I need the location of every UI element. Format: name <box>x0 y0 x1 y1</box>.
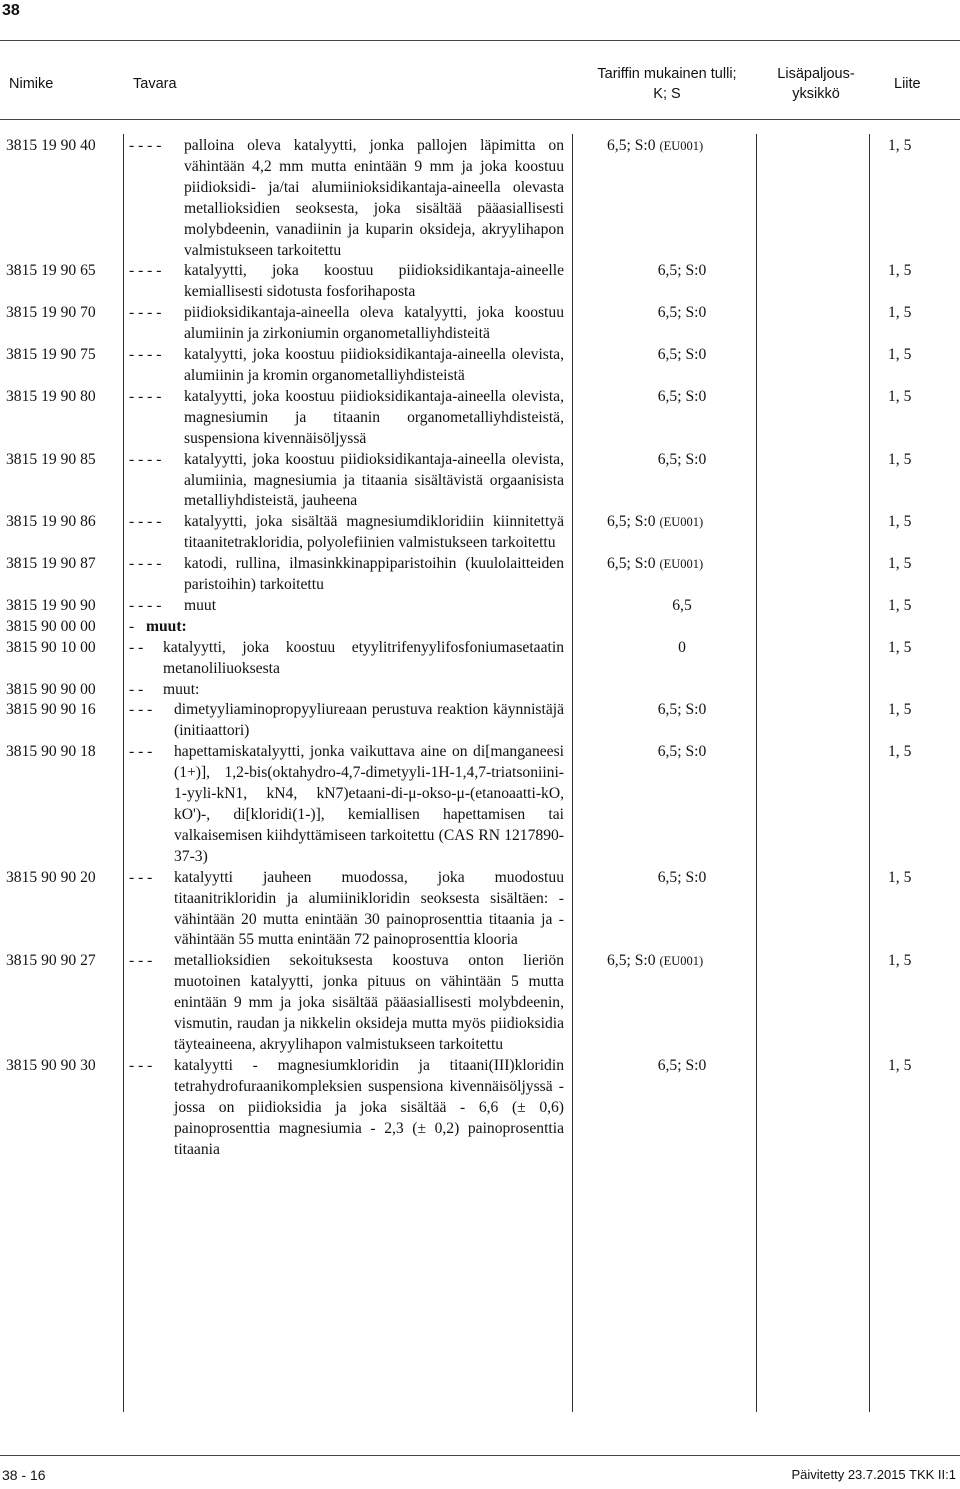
duty-rate <box>612 261 752 282</box>
table-row <box>0 700 960 742</box>
duty-rate <box>612 345 752 366</box>
duty-note: (EU001) <box>659 139 704 153</box>
duty-value: 6,5; S:0 <box>607 555 656 573</box>
goods-description: palloina oleva katalyytti, jonka pallojen läpimitta on vähintään 4,2 mm mutta enintään 9 mm ja joka koostuu piidioksidi- ja/tai alumiinioksidikantaja-aineella olevasta metallioksidien seoksesta, joka sisältää pääasiallisesti molybdeenin, vanadiinin ja kuparin oksideja, akryylihapon valmistukseen tarkoitettu <box>184 137 564 259</box>
duty-value: 6,5; S:0 <box>607 137 656 154</box>
liite-value: 1, 5 <box>888 346 912 364</box>
goods-description: hapettamiskatalyytti, jonka vaikuttava aine on di[manganeesi (1+)], 1,2-bis(oktahydro-4,7-dimetyyli-1H-1,4,7-triatsoniini-1-yyli-kN1, kN4, kN7)etaani-di-μ-okso-μ-(etanoaatti-kO, kO')-, di[kloridi(1-)], kemiallisen hapettamisen tai valkaisemisen kiihdyttämiseen tarkoitettu (CAS RN 1217890-37-3) <box>174 743 564 865</box>
table-row <box>0 742 960 867</box>
level-dashes: - - - - <box>129 450 162 468</box>
table-row <box>0 387 960 450</box>
table-row <box>0 638 960 680</box>
level-dashes: - - - - <box>129 304 162 322</box>
tariff-table-body <box>0 136 960 1160</box>
liite-value: 1, 5 <box>888 596 912 614</box>
level-dashes: - - <box>129 638 144 656</box>
footer-updated: Päivitetty 23.7.2015 TKK II:1 <box>791 1467 956 1482</box>
tariff-code: 3815 90 90 18 <box>6 743 96 761</box>
goods-description: katalyytti, joka koostuu piidioksidikantaja-aineella olevista, alumiinin ja kromin organometalliyhdisteistä <box>184 346 564 384</box>
table-row <box>0 345 960 387</box>
tariff-code: 3815 90 10 00 <box>6 638 96 656</box>
liite-value: 1, 5 <box>888 743 912 761</box>
header-lisa-line1: Lisäpaljous- <box>777 66 855 82</box>
duty-note: (EU001) <box>659 515 704 530</box>
level-dashes: - - - - <box>129 262 162 280</box>
tariff-code: 3815 19 90 70 <box>6 304 96 322</box>
liite-value: 1, 5 <box>888 638 912 656</box>
liite-value: 1, 5 <box>888 701 912 719</box>
duty-rate <box>612 742 752 763</box>
tariff-code: 3815 90 90 16 <box>6 701 96 719</box>
duty-rate <box>612 868 752 889</box>
goods-description: katodi, rullina, ilmasinkkinappiparistoihin (kuulolaitteiden paristoihin) tarkoitettu <box>184 555 564 594</box>
duty-value: 6,5; S:0 <box>657 346 707 364</box>
header-tulli-line1: Tariffin mukainen tulli; <box>597 66 737 82</box>
table-row <box>0 617 960 638</box>
table-row <box>0 1056 960 1161</box>
header-tulli <box>594 64 740 104</box>
table-row <box>0 596 960 617</box>
duty-rate <box>612 1056 752 1077</box>
duty-value: 6,5; S:0 <box>657 1056 707 1074</box>
duty-rate <box>607 512 767 533</box>
liite-value: 1, 5 <box>888 304 912 322</box>
tariff-code: 3815 90 90 20 <box>6 868 96 886</box>
duty-value: 6,5; S:0 <box>607 513 656 531</box>
duty-value: 6,5; S:0 <box>657 262 707 280</box>
level-dashes: - - - - <box>129 596 162 614</box>
level-dashes: - - - <box>129 952 153 970</box>
level-dashes: - - - - <box>129 387 162 405</box>
level-dashes: - - - - <box>129 137 162 154</box>
footer-page-ref: 38 - 16 <box>2 1467 46 1483</box>
duty-value: 6,5; S:0 <box>657 868 707 886</box>
duty-rate <box>612 596 752 617</box>
tariff-code: 3815 90 90 30 <box>6 1056 96 1074</box>
table-row <box>0 512 960 554</box>
level-dashes: - - - <box>129 868 153 886</box>
duty-value: 6,5; S:0 <box>657 701 707 719</box>
header-lisa-line2: yksikkö <box>792 86 840 102</box>
duty-rate <box>612 638 752 659</box>
level-dashes: - - - - <box>129 346 162 364</box>
level-dashes: - <box>129 617 135 635</box>
tariff-code: 3815 19 90 40 <box>6 137 96 154</box>
duty-value: 6,5 <box>672 596 692 614</box>
header-tulli-line2: K; S <box>653 86 681 102</box>
header-liite: Liite <box>894 76 921 92</box>
liite-value: 1, 5 <box>888 513 912 531</box>
duty-rate <box>612 387 752 408</box>
tariff-code: 3815 19 90 87 <box>6 555 96 573</box>
goods-description: muut: <box>146 617 187 635</box>
tariff-code: 3815 19 90 86 <box>6 513 96 531</box>
level-dashes: - - - - <box>129 555 162 573</box>
table-row <box>0 951 960 1056</box>
table-row <box>0 868 960 952</box>
goods-description: muut <box>184 596 217 614</box>
liite-value: 1, 5 <box>888 387 912 405</box>
table-row <box>0 136 960 261</box>
duty-rate <box>612 303 752 324</box>
table-row <box>0 554 960 596</box>
tariff-code: 3815 90 00 00 <box>6 617 96 635</box>
footer-rule <box>0 1455 960 1456</box>
goods-description: katalyytti, joka koostuu piidioksidikantaja-aineella olevista, alumiinia, magnesiumia ja titaania sisältävistä orgaanisista metalliyhdisteistä, jauheena <box>184 450 564 510</box>
tariff-code: 3815 19 90 65 <box>6 262 96 280</box>
duty-value: 0 <box>678 638 686 656</box>
duty-rate <box>607 136 767 157</box>
duty-rate <box>607 951 767 972</box>
duty-note: (EU001) <box>659 557 704 572</box>
page-number: 38 <box>2 2 20 19</box>
duty-rate <box>612 700 752 721</box>
header-nimike: Nimike <box>9 76 54 92</box>
duty-value: 6,5; S:0 <box>657 304 707 322</box>
top-rule <box>0 40 960 41</box>
goods-description: katalyytti - magnesiumkloridin ja titaani(III)kloridin tetrahydrofuraanikompleksien suspensiona kivennäisöljyssä - jossa on piidioksidia ja joka sisältää - 6,6 (± 0,6) painoprosenttia magnesiumia - 2,3 (± 0,2) painoprosenttia titaania <box>174 1056 564 1158</box>
goods-description: dimetyyliaminopropyyliureaan perustuva reaktion käynnistäjä (initiaattori) <box>174 701 564 740</box>
table-row <box>0 680 960 701</box>
duty-rate <box>612 450 752 471</box>
liite-value: 1, 5 <box>888 555 912 573</box>
goods-description: katalyytti, joka koostuu piidioksidikantaja-aineelle kemiallisesti sidotusta fosforihaposta <box>184 262 564 301</box>
duty-note: (EU001) <box>659 954 704 969</box>
liite-value: 1, 5 <box>888 1056 912 1074</box>
liite-value: 1, 5 <box>888 952 912 970</box>
liite-value: 1, 5 <box>888 262 912 280</box>
liite-value: 1, 5 <box>888 137 912 154</box>
tariff-code: 3815 90 90 00 <box>6 680 96 698</box>
goods-description: katalyytti, joka koostuu piidioksidikantaja-aineella olevista, magnesiumin ja titaanin organometalliyhdisteistä, suspensiona kivennäisöljyssä <box>184 387 564 447</box>
goods-description: piidioksidikantaja-aineella oleva katalyytti, joka koostuu alumiinin ja zirkoniumin organometalliyhdisteitä <box>184 304 564 343</box>
table-row <box>0 261 960 303</box>
goods-description: katalyytti, joka koostuu etyylitrifenyylifosfoniumasetaatin metanoliliuoksesta <box>163 638 564 677</box>
duty-value: 6,5; S:0 <box>657 387 707 405</box>
table-row <box>0 303 960 345</box>
tariff-code: 3815 19 90 85 <box>6 450 96 468</box>
table-header <box>0 64 960 106</box>
header-rule <box>0 119 960 120</box>
goods-description: katalyytti, joka sisältää magnesiumdikloridiin kiinnitettyä titaanitetrakloridia, polyolefiinien valmistukseen tarkoitettu <box>184 513 564 552</box>
liite-value: 1, 5 <box>888 868 912 886</box>
tariff-code: 3815 90 90 27 <box>6 952 96 970</box>
goods-description: muut: <box>163 680 200 698</box>
header-tavara: Tavara <box>133 76 177 92</box>
level-dashes: - - - <box>129 701 153 719</box>
level-dashes: - - - - <box>129 513 162 531</box>
tariff-code: 3815 19 90 75 <box>6 346 96 364</box>
level-dashes: - - <box>129 680 144 698</box>
liite-value: 1, 5 <box>888 450 912 468</box>
level-dashes: - - - <box>129 743 153 761</box>
duty-value: 6,5; S:0 <box>607 952 656 970</box>
header-lisa <box>774 64 858 104</box>
tariff-code: 3815 19 90 90 <box>6 596 96 614</box>
level-dashes: - - - <box>129 1056 153 1074</box>
duty-value: 6,5; S:0 <box>657 743 707 761</box>
duty-value: 6,5; S:0 <box>657 450 707 468</box>
table-row <box>0 450 960 513</box>
duty-rate <box>607 554 767 575</box>
goods-description: metallioksidien sekoituksesta koostuva onton lieriön muotoinen katalyytti, jonka pituus on vähintään 5 mutta enintään 9 mm ja joka sisältää pääasiallisesti molybdeenin, vismutin, raudan ja nikkelin oksideja mutta myös piidioksidia täyteaineena, akryylihapon valmistukseen tarkoitettu <box>174 952 564 1053</box>
tariff-code: 3815 19 90 80 <box>6 387 96 405</box>
goods-description: katalyytti jauheen muodossa, joka muodostuu titaanitrikloridin ja alumiinikloridin seoksesta sisältäen: - vähintään 20 mutta enintään 30 painoprosenttia titaania ja - vähintään 55 mutta enintään 72 painoprosenttia klooria <box>174 868 564 949</box>
